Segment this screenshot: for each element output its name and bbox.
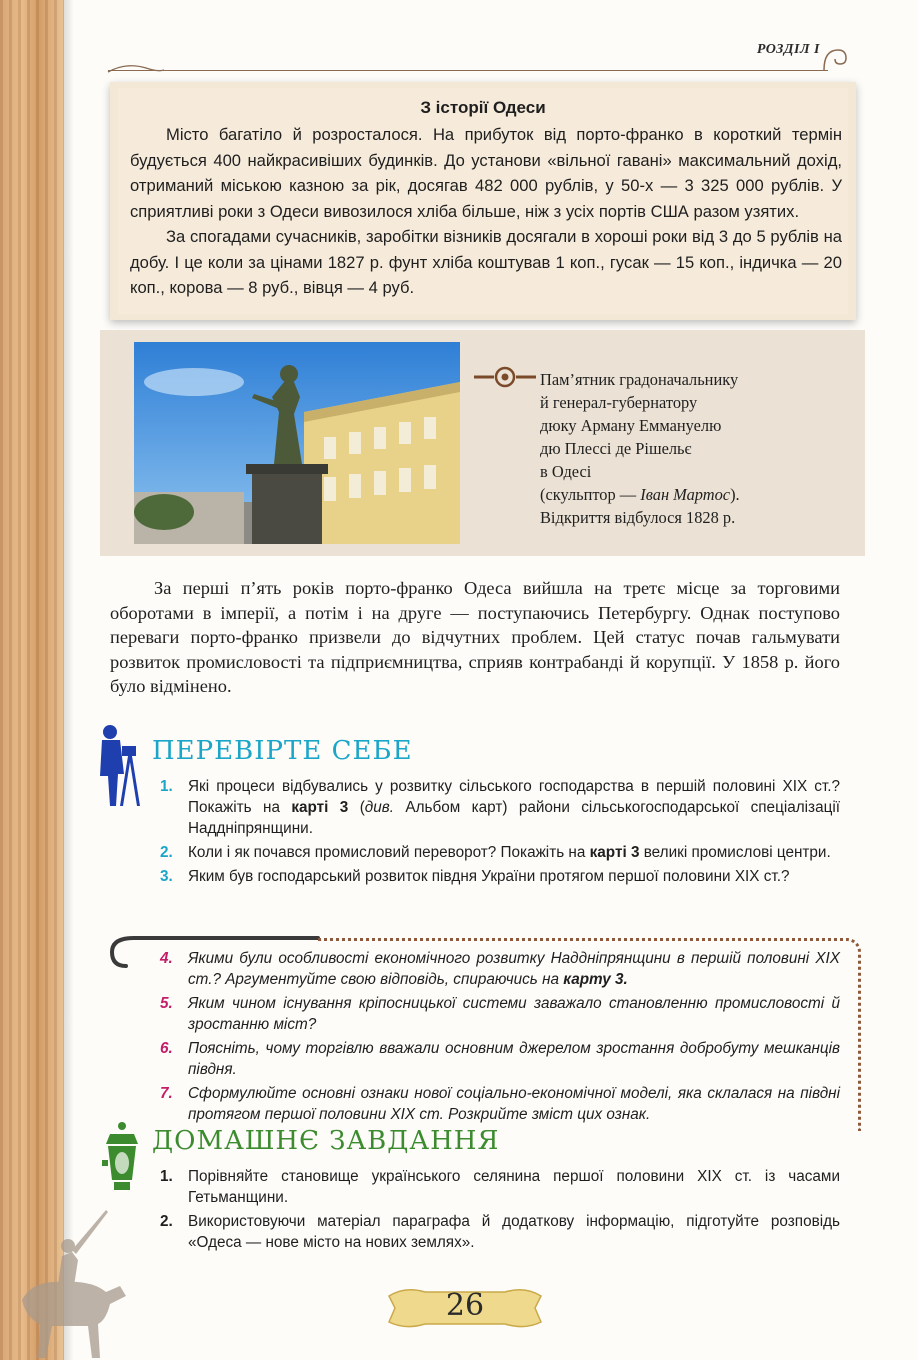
question-text: Яким чином існування кріпосницької системи заважало становленню промисловості й зростанню міст? [188,995,840,1033]
caption-opening: Відкриття відбулося 1828 р. [540,508,736,527]
question-number: 6. [160,1040,173,1057]
map-reference: карті 3 [291,799,349,816]
photo-caption [540,368,840,529]
homework-item [160,1166,840,1208]
caption-line: Пам’ятник градоначальнику [540,370,739,389]
body-text [110,576,840,699]
question-text: Сформулюйте основні ознаки нової соціально-економічної моделі, яка склалася на півдні протягом першої половини XIX ст. Розкрийте зміст цих ознак. [188,1085,840,1123]
check-yourself-title: ПЕРЕВІРТЕ СЕБЕ [152,736,413,766]
question-number: 3. [160,868,173,885]
history-text [130,122,842,301]
question-text: Які процеси відбувались у розвитку сільського господарства в першій половині XIX ст.? Покажіть на [188,778,840,816]
question-item [160,1083,840,1125]
question-text: ( [348,799,365,816]
question-item [160,776,840,839]
question-text: Коли і як почався промисловий переворот? Покажіть на [188,844,590,861]
caption-ornament-icon [472,366,538,388]
map-reference: карту 3. [563,971,628,988]
cossack-rider-icon [2,1200,142,1360]
history-title: З історії Одеси [420,98,546,117]
question-number: 4. [160,950,173,967]
header-flourish-icon [106,60,166,80]
decorative-wood-strip [0,0,64,1360]
page-number-scroll [385,1282,545,1334]
question-item [160,993,840,1035]
homework-number: 2. [160,1213,173,1230]
history-paragraph: За спогадами сучасників, заробітки візників досягали в хороші роки від 3 до 5 рублів на добу. І це коли за цінами 1827 р. фунт хліба коштував 1 коп., гусак — 15 коп., індичка — 20 коп., корова — 8 руб., вівця — 4 руб. [130,227,842,297]
homework-text: Використовуючи матеріал параграфа й додаткову інформацію, підготуйте розповідь «Одеса — нове місто на нових землях». [188,1213,840,1251]
sculptor-name: Іван Мартос [640,485,731,504]
homework-text: Порівняйте становище українського селянина першої половини XIX ст. із часами Гетьманщини. [188,1168,840,1206]
check-question-list [160,776,840,890]
question-number: 1. [160,778,173,795]
sculptor-prefix: (скульптор — [540,485,641,504]
question-text: Якими були особливості економічного розвитку Наддніпрянщини в першій половині XIX ст.? Аргументуйте свою відповідь, спираючись на [188,950,840,988]
wood-shadow [64,0,74,1360]
header-rule [108,70,828,71]
history-inner [118,88,848,314]
section-label: РОЗДІЛ I [756,42,820,57]
body-paragraph: За перші п’ять років порто-франко Одеса вийшла на третє місце за торговими оборотами в імперії, а потім і на друге — поступаючись Петербургу. Однак поступово переваги порто-франко призвели до відчутних проблем. Цей статус почав гальмувати розвиток промисловості та підприємництва, сприяв контрабанді й корупції. У 1858 р. його було відмінено. [110,578,840,696]
discussion-question-list [160,948,840,1128]
homework-item [160,1211,840,1253]
see-reference: див. [364,799,394,816]
sculptor-suffix: ). [730,485,740,504]
photo-panel [100,330,865,556]
question-item [160,1038,840,1080]
duke-monument-photo [134,342,460,544]
question-text: Альбом карт) райони сільськогосподарської спеціалізації Наддніпрянщини. [188,799,840,837]
page-number: 26 [445,1288,485,1323]
question-number: 5. [160,995,173,1012]
lantern-icon [96,1120,148,1200]
caption-line: в Одесі [540,462,592,481]
caption-line: й генерал-губернатору [540,393,698,412]
caption-line: дюку Арману Еммануелю [540,416,722,435]
history-box [110,82,856,320]
question-text: великі промислові центри. [639,844,831,861]
caption-sculptor [540,483,840,506]
question-item [160,842,840,863]
homework-number: 1. [160,1168,173,1185]
map-reference: карті 3 [589,844,640,861]
caption-line: дю Плессі де Рішельє [540,439,692,458]
homework-list [160,1166,840,1256]
history-paragraph: Місто багатіло й розросталося. На прибуток від порто-франко в короткий термін будується 400 найкрасивіших будинків. До установи «вільної гавані» максимальний дохід, отриманий міською казною за рік, досягав 482 000 рублів, у 50-х — 3 325 000 рублів. У сприятливі роки з Одеси вивозилося хліба більше, ніж з усіх портів США разом узятих. [130,125,842,221]
homework-title: ДОМАШНЄ ЗАВДАННЯ [152,1126,500,1156]
question-text: Яким був господарський розвиток півдня України протягом першої половини XIX ст.? [188,868,790,885]
question-item [160,948,840,990]
photographer-silhouette-icon [94,722,148,808]
question-item [160,866,840,887]
question-text: Поясніть, чому торгівлю вважали основним джерелом зростання добробуту мешканців півдня. [188,1040,840,1078]
question-number: 7. [160,1085,173,1102]
question-number: 2. [160,844,173,861]
